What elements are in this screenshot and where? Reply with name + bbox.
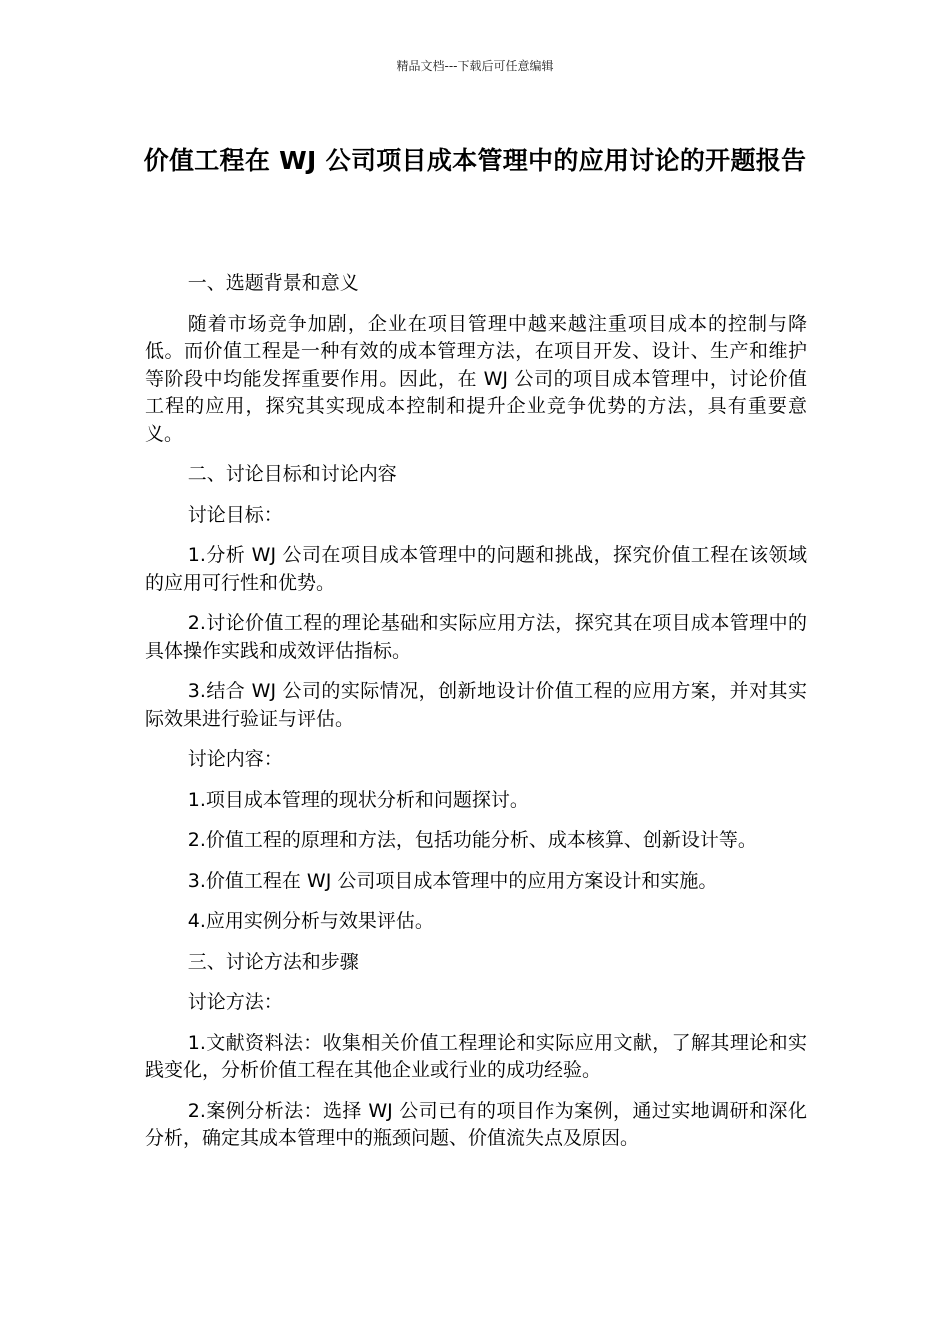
paragraph-background: 随着市场竞争加剧，企业在项目管理中越来越注重项目成本的控制与降低。而价值工程是一种有效的成本管理方法，在项目开发、设计、生产和维护等阶段中均能发挥重要作用。因此，在 WJ 公司的项目成本管理中，讨论价值工程的应用，探究其实现成本控制和提升企业竞争优势的方法，具有重要意义。	[145, 312, 807, 445]
document-body	[145, 270, 807, 1166]
section-heading-background: 一、选题背景和意义	[187, 272, 359, 294]
document-title: 价值工程在 WJ 公司项目成本管理中的应用讨论的开题报告	[143, 146, 807, 175]
section-heading-methods: 三、讨论方法和步骤	[187, 950, 359, 973]
subheading-objectives: 讨论目标：	[187, 503, 283, 526]
method-item: 1.文献资料法：收集相关价值工程理论和实际应用文献，了解其理论和实践变化，分析价值工程在其他企业或行业的成功经验。	[145, 1031, 807, 1081]
subheading-methods: 讨论方法：	[187, 991, 283, 1013]
objective-item: 1.分析 WJ 公司在项目成本管理中的问题和挑战，探究价值工程在该领域的应用可行性和优势。	[145, 544, 807, 594]
content-item: 2.价值工程的原理和方法，包括功能分析、成本核算、创新设计等。	[187, 829, 757, 851]
objective-item: 2.讨论价值工程的理论基础和实际应用方法，探究其在项目成本管理中的具体操作实践和成效评估指标。	[145, 612, 807, 662]
content-item: 4.应用实例分析与效果评估。	[187, 910, 434, 932]
content-item: 1.项目成本管理的现状分析和问题探讨。	[187, 788, 529, 811]
content-item: 3.价值工程在 WJ 公司项目成本管理中的应用方案设计和实施。	[187, 869, 718, 892]
subheading-content: 讨论内容：	[187, 748, 283, 770]
header-note: 精品文档---下载后可任意编辑	[396, 59, 554, 73]
method-item: 2.案例分析法：选择 WJ 公司已有的项目作为案例，通过实地调研和深化分析，确定其成本管理中的瓶颈问题、价值流失点及原因。	[145, 1099, 807, 1149]
section-heading-objectives: 二、讨论目标和讨论内容	[187, 463, 397, 485]
objective-item: 3.结合 WJ 公司的实际情况，创新地设计价值工程的应用方案，并对其实际效果进行验证与评估。	[145, 680, 807, 730]
